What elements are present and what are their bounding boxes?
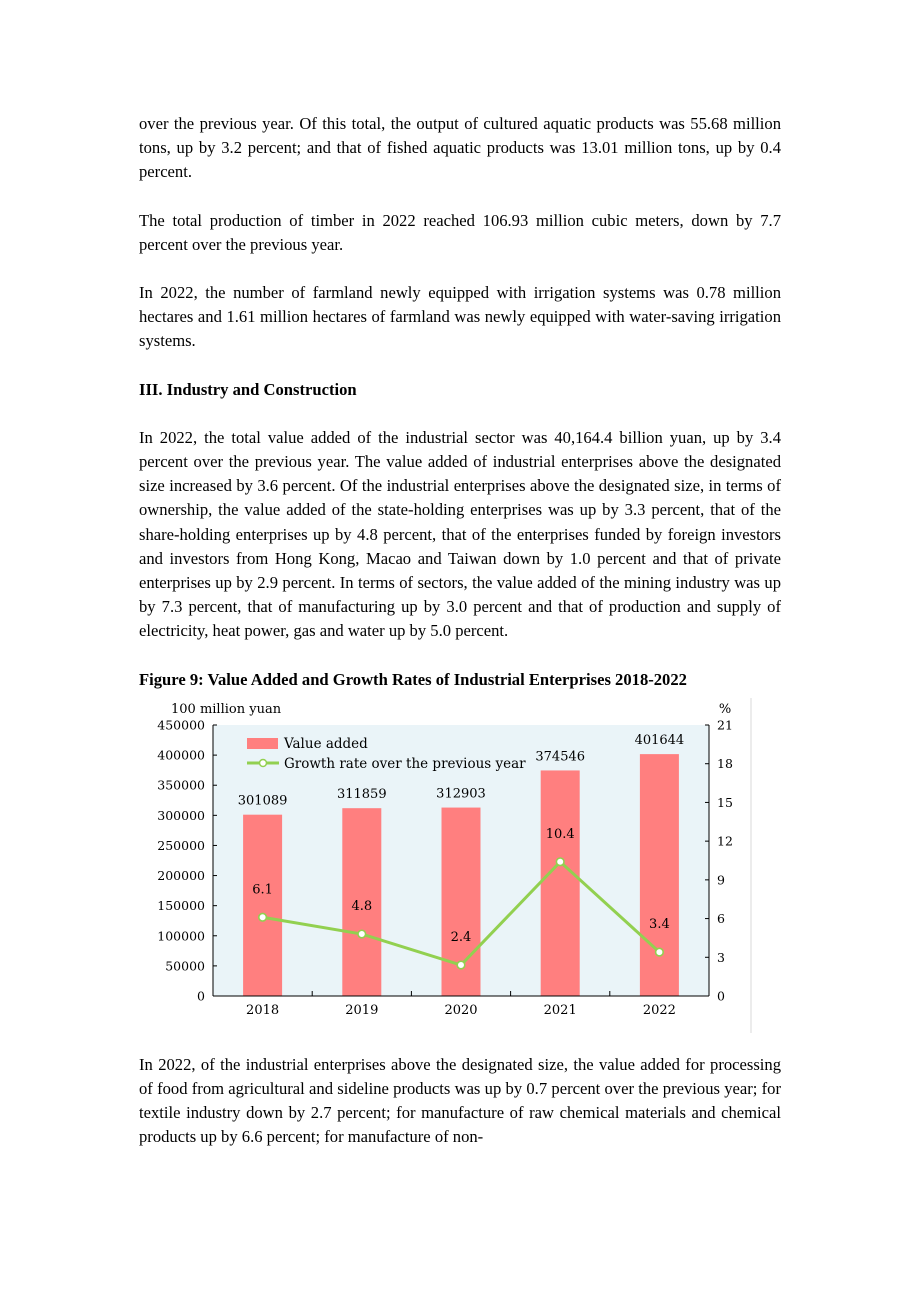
- right-tick-label: 21: [717, 717, 733, 733]
- bar-value-label: 301089: [237, 793, 288, 809]
- left-tick-label: 0: [197, 988, 205, 1004]
- bar-value-label: 374546: [535, 749, 586, 765]
- right-axis-title: %: [718, 701, 732, 717]
- growth-point-2022: [656, 948, 664, 956]
- growth-value-label: 2.4: [450, 929, 472, 945]
- bar-2018: [243, 814, 282, 995]
- x-tick-label: 2018: [246, 1002, 280, 1018]
- figure-chart: [139, 698, 781, 1043]
- bar-value-label: 312903: [436, 786, 486, 802]
- growth-point-2019: [358, 930, 366, 938]
- legend-line-marker: [260, 759, 267, 766]
- document-page: [139, 112, 781, 1149]
- paragraph-industry: In 2022, the total value added of the industrial sector was 40,164.4 billion yuan, up by 3.4 percent over the previous year. The value added of industrial enterprises above the designated size increased by 3.6 percent. Of the industrial enterprises above the designated size, in terms of ownership, the value added of the state-holding enterprises was up by 3.3 percent, that of the share-holding enterprises up by 4.8 percent, that of the enterprises funded by foreign investors and investors from Hong Kong, Macao and Taiwan down by 1.0 percent and that of private enterprises up by 2.9 percent. In terms of sectors, the value added of the mining industry was up by 7.3 percent, that of manufacturing up by 3.0 percent and that of production and supply of electricity, heat power, gas and water up by 5.0 percent.: [139, 427, 781, 641]
- right-tick-label: 3: [717, 949, 725, 965]
- legend-bar-swatch: [247, 738, 278, 749]
- left-tick-label: 200000: [157, 867, 205, 883]
- growth-value-label: 6.1: [252, 881, 273, 897]
- left-tick-label: 400000: [157, 747, 205, 763]
- paragraph-sectors: In 2022, of the industrial enterprises above the designated size, the value added for processing of food from agricultural and sideline products was up by 0.7 percent over the previous year; for textile industry down by 2.7 percent; for manufacture of raw chemical materials and chemical products up by 6.6 percent; for manufacture of non-: [139, 1054, 781, 1147]
- left-tick-label: 300000: [157, 807, 205, 823]
- left-tick-label: 100000: [157, 927, 205, 943]
- right-tick-label: 12: [717, 833, 733, 849]
- growth-value-label: 4.8: [351, 898, 373, 914]
- paragraph-aquatic: over the previous year. Of this total, the output of cultured aquatic products was 55.68 million tons, up by 3.2 percent; and that of fished aquatic products was 13.01 million tons, up by 0.4 percent.: [139, 114, 781, 182]
- right-tick-label: 9: [717, 872, 725, 888]
- legend-line-label: Growth rate over the previous year: [284, 755, 526, 772]
- right-tick-label: 0: [717, 988, 725, 1004]
- left-tick-label: 450000: [157, 717, 205, 733]
- legend-bar-label: Value added: [284, 735, 368, 752]
- growth-point-2020: [457, 961, 465, 969]
- growth-point-2018: [259, 913, 267, 921]
- growth-value-label: 10.4: [545, 826, 575, 842]
- left-tick-label: 50000: [165, 958, 205, 974]
- bar-2022: [640, 754, 679, 996]
- left-tick-label: 250000: [157, 837, 205, 853]
- right-tick-label: 15: [717, 794, 733, 810]
- section-heading: III. Industry and Construction: [139, 379, 357, 399]
- x-tick-label: 2019: [345, 1002, 379, 1018]
- x-tick-label: 2020: [444, 1002, 478, 1018]
- paragraph-irrigation: In 2022, the number of farmland newly equipped with irrigation systems was 0.78 million hectares and 1.61 million hectares of farmland was newly equipped with water-saving irrigation systems.: [139, 283, 781, 351]
- figure-caption: Figure 9: Value Added and Growth Rates of Industrial Enterprises 2018-2022: [139, 669, 687, 689]
- x-tick-label: 2022: [642, 1002, 676, 1018]
- bar-value-label: 311859: [336, 786, 387, 802]
- growth-point-2021: [556, 858, 564, 866]
- chart-svg: [136, 698, 776, 1043]
- left-tick-label: 150000: [157, 897, 205, 913]
- growth-value-label: 3.4: [649, 916, 670, 932]
- bar-2021: [541, 770, 580, 996]
- x-tick-label: 2021: [543, 1002, 577, 1018]
- bar-value-label: 401644: [634, 732, 685, 748]
- right-tick-label: 6: [717, 910, 725, 926]
- left-tick-label: 350000: [157, 777, 205, 793]
- left-axis-title: 100 million yuan: [171, 701, 282, 717]
- paragraph-timber: The total production of timber in 2022 reached 106.93 million cubic meters, down by 7.7 percent over the previous year.: [139, 210, 781, 254]
- right-tick-label: 18: [717, 755, 733, 771]
